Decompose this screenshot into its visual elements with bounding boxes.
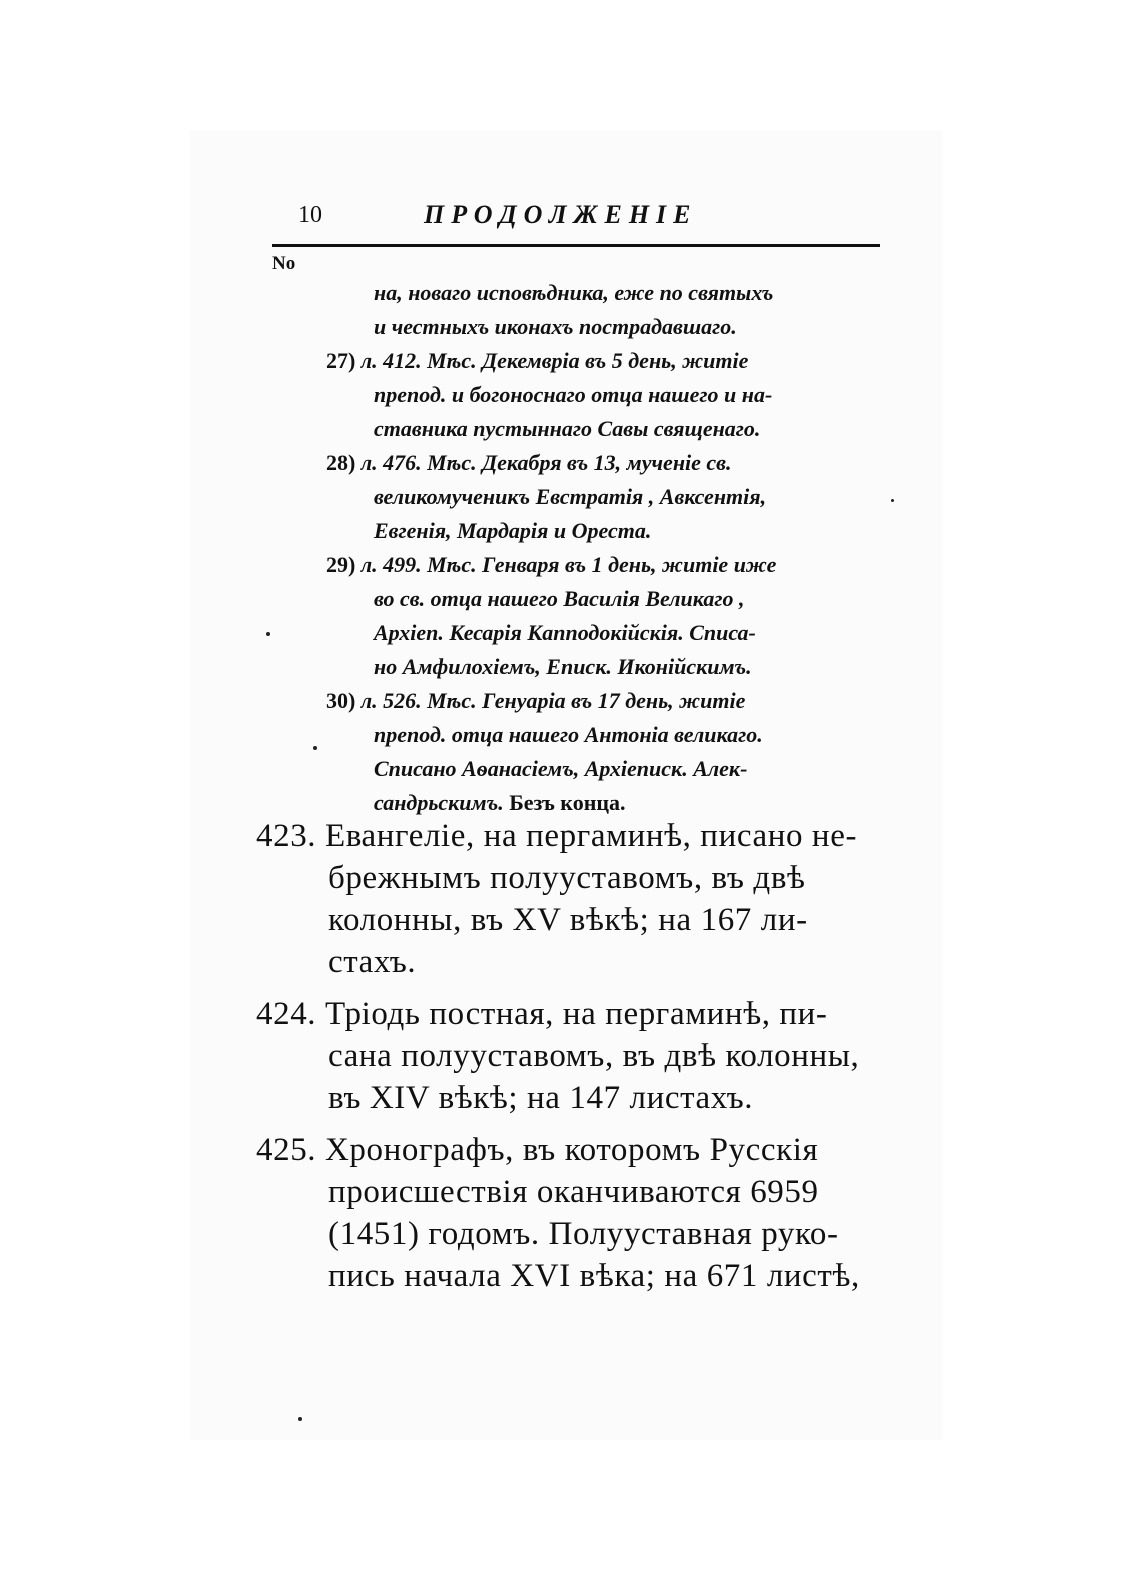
manuscript-contents (326, 276, 886, 820)
catalog-entry-424 (256, 993, 896, 1119)
page-header (298, 200, 880, 240)
sub-entry-line: великомученикъ Евстратiя , Авксентiя, (374, 484, 767, 509)
continuation-line: и честныхъ иконахъ пострадавшаго. (374, 314, 737, 339)
sub-entry-text: л. 526. Мѣс. Генуарiа въ 17 день, житiе (360, 688, 746, 713)
sub-entry-line: но Амфилохiемъ, Еписк. Иконiйскимъ. (374, 654, 752, 679)
entry-first-line: 423. Евангелiе, на пергаминѣ, писано не- (256, 818, 858, 854)
sub-entry-text: л. 412. Мѣс. Декемврiа въ 5 день, житiе (360, 348, 749, 373)
header-rule (272, 244, 880, 247)
sub-entry-27 (326, 344, 886, 446)
entry-line: стахъ. (328, 944, 417, 980)
sub-entry-line: препод. и богоноснаго отца нашего и на- (374, 382, 773, 407)
sub-entry-first-line (326, 446, 886, 480)
sub-entry-text: л. 476. Мѣс. Декабря въ 13, мученiе св. (360, 450, 732, 475)
running-title: ПРОДОЛЖЕНІЕ (424, 200, 698, 229)
sub-entry-30 (326, 684, 886, 820)
sub-entry-number: 29) (326, 552, 356, 577)
entry-spacer (256, 983, 896, 993)
page-speck (266, 632, 270, 636)
catalog-entry-425 (256, 1129, 896, 1297)
sub-entry-first-line (326, 684, 886, 718)
sub-entry-number: 27) (326, 348, 356, 373)
sub-entry-line: Евгенiя, Мардарiя и Ореста. (374, 518, 652, 543)
entry-first-line: 425. Хронографъ, въ которомъ Русскiя (256, 1132, 819, 1168)
sub-entry-line: препод. отца нашего Антонiа великаго. (374, 722, 763, 747)
sub-entry-number: 28) (326, 450, 356, 475)
page-speck (891, 499, 894, 502)
number-column-label: No (272, 253, 296, 274)
entry-first-line: 424. Трiодь постная, на пергаминѣ, пи- (256, 996, 828, 1032)
page-number: 10 (298, 202, 322, 228)
sub-entry-text: л. 499. Мѣс. Генваря въ 1 день, житiе иже (360, 552, 777, 577)
page-speck (313, 746, 317, 750)
page-speck (298, 1417, 302, 1421)
entry-line: (1451) годомъ. Полууставная руко- (328, 1216, 839, 1252)
catalog-entry-423 (256, 815, 896, 983)
continuation-line: на, новаго исповѣдника, еже по святыхъ (374, 280, 774, 305)
sub-entry-first-line (326, 344, 886, 378)
sub-entry-first-line (326, 548, 886, 582)
sub-entry-29 (326, 548, 886, 684)
entry-line: сана полууставомъ, въ двѣ колонны, (328, 1038, 860, 1074)
entry-line: происшествiя оканчиваются 6959 (328, 1174, 819, 1210)
catalog-entries (256, 815, 896, 1297)
sub-entry-line: ставника пустыннаго Савы священаго. (374, 416, 761, 441)
incomplete-note: Безъ конца. (509, 790, 626, 815)
entry-line: колонны, въ XV вѣкѣ; на 167 ли- (328, 902, 808, 938)
sub-entry-28 (326, 446, 886, 548)
entry-line: брежнымъ полууставомъ, въ двѣ (328, 860, 806, 896)
sub-entry-line: во св. отца нашего Василiя Великаго , (374, 586, 745, 611)
sub-entry-number: 30) (326, 688, 356, 713)
entry-spacer (256, 1119, 896, 1129)
sub-entry-line: Списано Аѳанасiемъ, Архiеписк. Алек- (374, 756, 748, 781)
entry-line: пись начала XVI вѣка; на 671 листѣ, (328, 1258, 860, 1294)
entry-line: въ XIV вѣкѣ; на 147 листахъ. (328, 1080, 754, 1116)
sub-entry-text: сандрьскимъ. (374, 790, 504, 815)
sub-entry-line: Архiеп. Кесарiя Капподокiйскiя. Списа- (374, 620, 756, 645)
